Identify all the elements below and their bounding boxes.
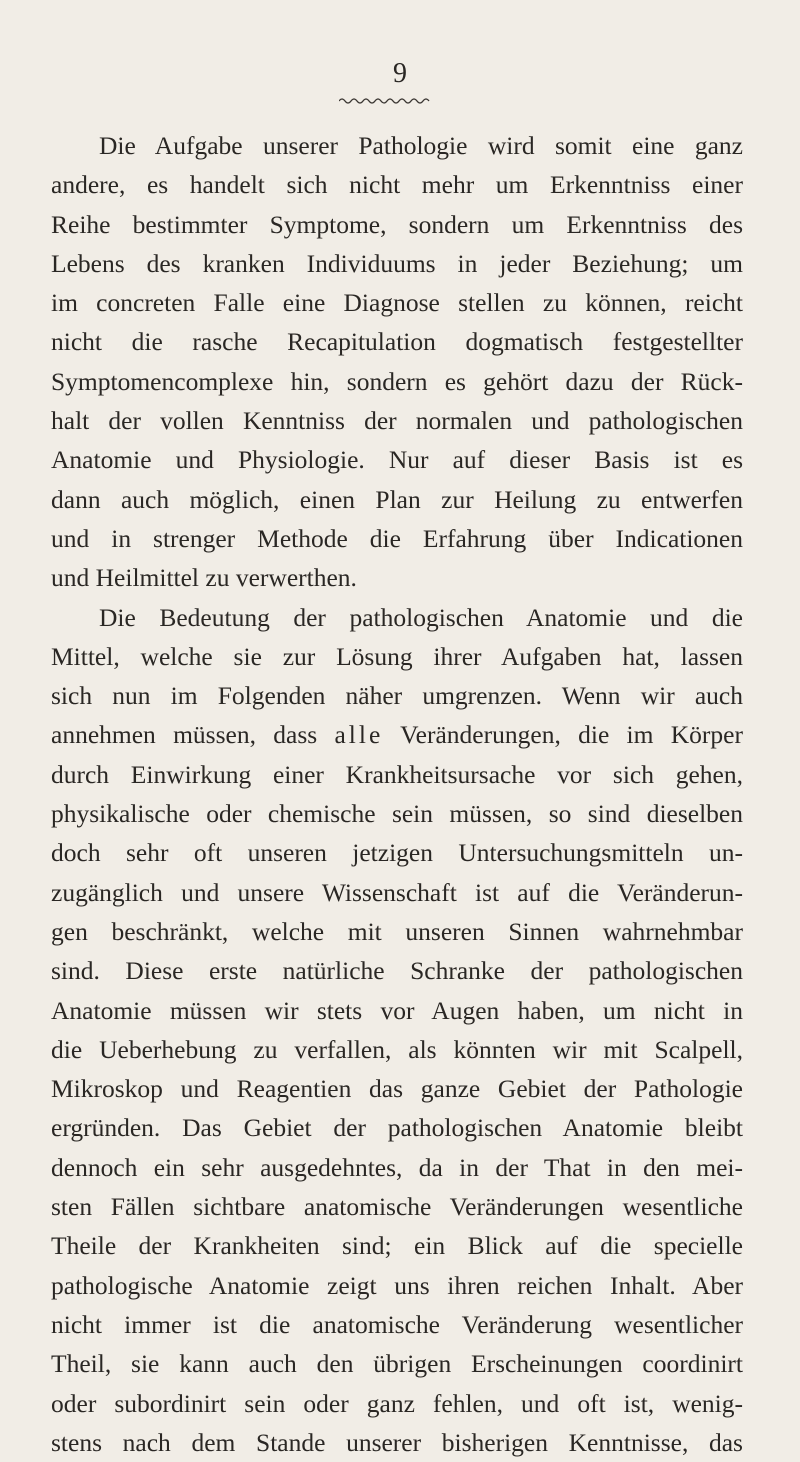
text-line: Symptomencomplexe hin, sondern es gehört dazu der Rück- [51, 366, 743, 396]
text-line: Die Aufgabe unserer Pathologie wird somit eine ganz [99, 131, 743, 160]
wavy-line-ornament-icon [339, 96, 431, 106]
text-line [51, 715, 743, 754]
text-line: ergründen. Das Gebiet der pathologischen Anatomie bleibt [51, 1113, 743, 1143]
text-line: dann auch möglich, einen Plan zur Heilung zu entwerfen [51, 484, 743, 514]
text-line: Reihe bestimmter Symptome, sondern um Erkenntniss des [51, 209, 743, 239]
page-number: 9 [393, 58, 407, 89]
text-line: andere, es handelt sich nicht mehr um Erkenntniss einer [51, 170, 743, 200]
text-line: nicht immer ist die anatomische Veränderung wesentlicher [51, 1309, 743, 1339]
text-line: sind. Diese erste natürliche Schranke der pathologischen [51, 956, 743, 986]
text-line: stens nach dem Stande unserer bisherigen Kenntnisse, das [51, 1427, 743, 1457]
text-line: nicht die rasche Recapitulation dogmatisch festgestellter [51, 327, 743, 357]
text-line: Theile der Krankheiten sind; ein Blick auf die specielle [51, 1231, 743, 1261]
text-line: sich nun im Folgenden näher umgrenzen. Wenn wir auch [51, 681, 743, 711]
text-line: sten Fällen sichtbare anatomische Veränderungen wesentliche [51, 1192, 743, 1222]
emphasized-word: alle [334, 720, 384, 750]
body-text [51, 126, 743, 1462]
text-line: und in strenger Methode die Erfahrung über Indicationen [51, 523, 743, 553]
text-line: Mikroskop und Reagentien das ganze Gebiet der Pathologie [51, 1074, 743, 1104]
text-line: im concreten Falle eine Diagnose stellen zu können, reicht [51, 288, 743, 318]
text-line: Lebens des kranken Individuums in jeder Beziehung; um [51, 248, 743, 278]
text-line: Theil, sie kann auch den übrigen Erscheinungen coordinirt [51, 1349, 743, 1379]
text-line: halt der vollen Kenntniss der normalen und pathologischen [51, 406, 743, 436]
text-line: durch Einwirkung einer Krankheitsursache vor sich gehen, [51, 759, 743, 789]
text-line: Anatomie müssen wir stets vor Augen haben, um nicht in [51, 995, 743, 1025]
text-line: Mittel, welche sie zur Lösung ihrer Aufgaben hat, lassen [51, 641, 743, 671]
text-line: Anatomie und Physiologie. Nur auf dieser Basis ist es [51, 445, 743, 475]
text-line: doch sehr oft unseren jetzigen Untersuchungsmitteln un- [51, 838, 743, 868]
text-line: physikalische oder chemische sein müssen, so sind dieselben [51, 799, 743, 829]
text-line: Die Bedeutung der pathologischen Anatomie und die [99, 602, 743, 632]
text-line: oder subordinirt sein oder ganz fehlen, und oft ist, wenig- [51, 1388, 743, 1418]
text-segment: annehmen müssen, dass [51, 720, 335, 750]
text-line: zugänglich und unsere Wissenschaft ist auf die Veränderun- [51, 877, 743, 907]
paragraph [51, 126, 743, 598]
text-segment: Veränderungen, die im Körper [383, 720, 743, 750]
text-line: dennoch ein sehr ausgedehntes, da in der That in den mei- [51, 1152, 743, 1182]
text-line: die Ueberhebung zu verfallen, als könnten wir mit Scalpell, [51, 1034, 743, 1064]
text-line: pathologische Anatomie zeigt uns ihren reichen Inhalt. Aber [51, 1270, 743, 1300]
text-line: gen beschränkt, welche mit unseren Sinnen wahrnehmbar [51, 916, 743, 946]
paragraph [51, 598, 743, 1462]
text-line: und Heilmittel zu verwerthen. [51, 563, 357, 593]
